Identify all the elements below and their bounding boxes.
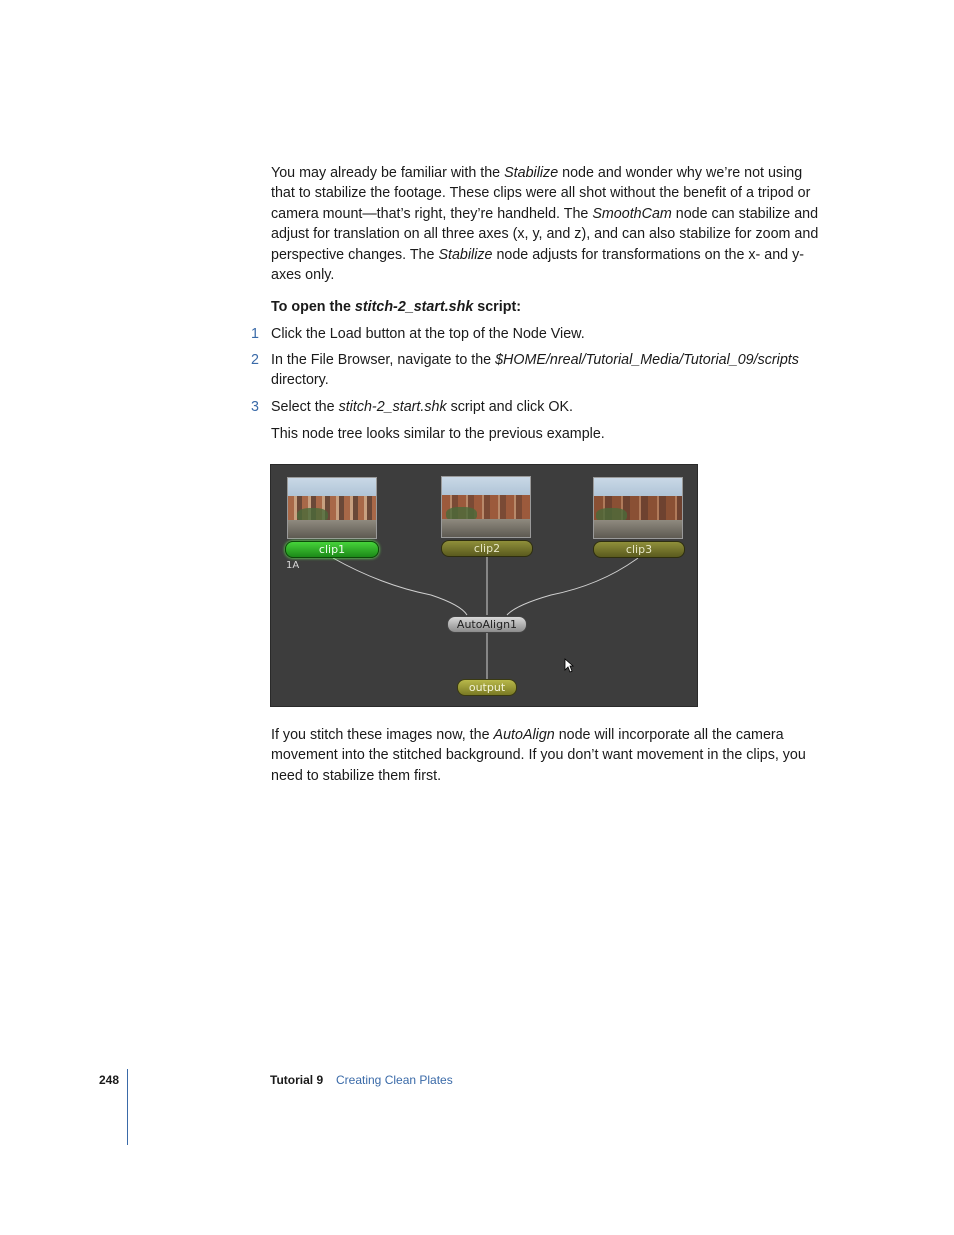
step-text (271, 397, 823, 417)
step-text (271, 350, 823, 391)
intro-text-2: node and wonder why we’re not using that to stabilize the footage. These clips were all shot without the benefit of a tripod or camera mount—that’s right, they’re handheld. The (271, 165, 811, 222)
outro-paragraph (271, 725, 823, 786)
intro-stabilize-term: Stabilize (504, 165, 559, 181)
intro-smoothcam-term: SmoothCam (592, 205, 672, 222)
clip3-node[interactable]: clip3 (593, 541, 685, 558)
step-1-text: Click the Load button at the top of the Node View. (271, 326, 585, 342)
clip2-thumbnail (441, 476, 531, 538)
intro-text-1: You may already be familiar with the (271, 165, 505, 181)
connection-clip3-autoalign (507, 558, 638, 615)
page-number: 248 (99, 1073, 120, 1087)
intro-text-3: node can stabilize and adjust for translation on all three axes (x, y, and z), and can also stabilize for zoom and perspective changes. The (271, 205, 819, 263)
step-2-text-1: In the File Browser, navigate to the (271, 352, 496, 368)
clip2-node[interactable]: clip2 (441, 540, 533, 557)
step-3-text-2: script and click OK. (446, 399, 573, 415)
note-paragraph: This node tree looks similar to the previous example. (271, 426, 605, 442)
node-view-figure (270, 464, 698, 707)
intro-paragraph (271, 163, 823, 285)
heading-text-1: To open the (271, 299, 355, 315)
clip1-thumbnail (287, 477, 377, 539)
heading-text-2: script: (473, 299, 521, 315)
step-number: 1 (251, 326, 259, 342)
heading-script-name: stitch-2_start.shk (354, 299, 474, 315)
output-node[interactable]: output (457, 679, 517, 696)
outro-autoalign-term: AutoAlign (493, 727, 555, 743)
step-3-script-name: stitch-2_start.shk (338, 399, 447, 415)
intro-text-4: node adjusts for transformations on the x- and y-axes only. (271, 246, 805, 284)
connection-clip1-autoalign (333, 558, 467, 615)
step-2 (251, 350, 823, 391)
step-number: 3 (251, 399, 259, 415)
step-2-path: $HOME/nreal/Tutorial_Media/Tutorial_09/scripts (495, 352, 799, 368)
clip1-tag: 1A (286, 560, 300, 571)
autoalign-node[interactable]: AutoAlign1 (447, 616, 527, 633)
footer-chapter-title[interactable]: Creating Clean Plates (336, 1073, 453, 1087)
footer-divider (127, 1069, 128, 1145)
step-3 (251, 397, 823, 417)
step-number: 2 (251, 352, 259, 368)
procedure-heading (271, 297, 521, 317)
clip3-thumbnail (593, 477, 683, 539)
outro-text-2: node will incorporate all the camera movement into the stitched background. If you don’t want movement in the clips, you need to stabilize them first. (271, 727, 806, 784)
mouse-cursor-icon (564, 658, 574, 673)
outro-text-1: If you stitch these images now, the (271, 727, 494, 743)
intro-stabilize-term-2: Stabilize (438, 246, 493, 263)
step-1 (251, 324, 823, 344)
footer-chapter: Tutorial 9 (270, 1073, 324, 1087)
step-text (271, 324, 823, 344)
clip1-node[interactable]: clip1 (285, 541, 379, 558)
step-2-text-2: directory. (271, 372, 329, 389)
step-3-text-1: Select the (271, 399, 339, 415)
